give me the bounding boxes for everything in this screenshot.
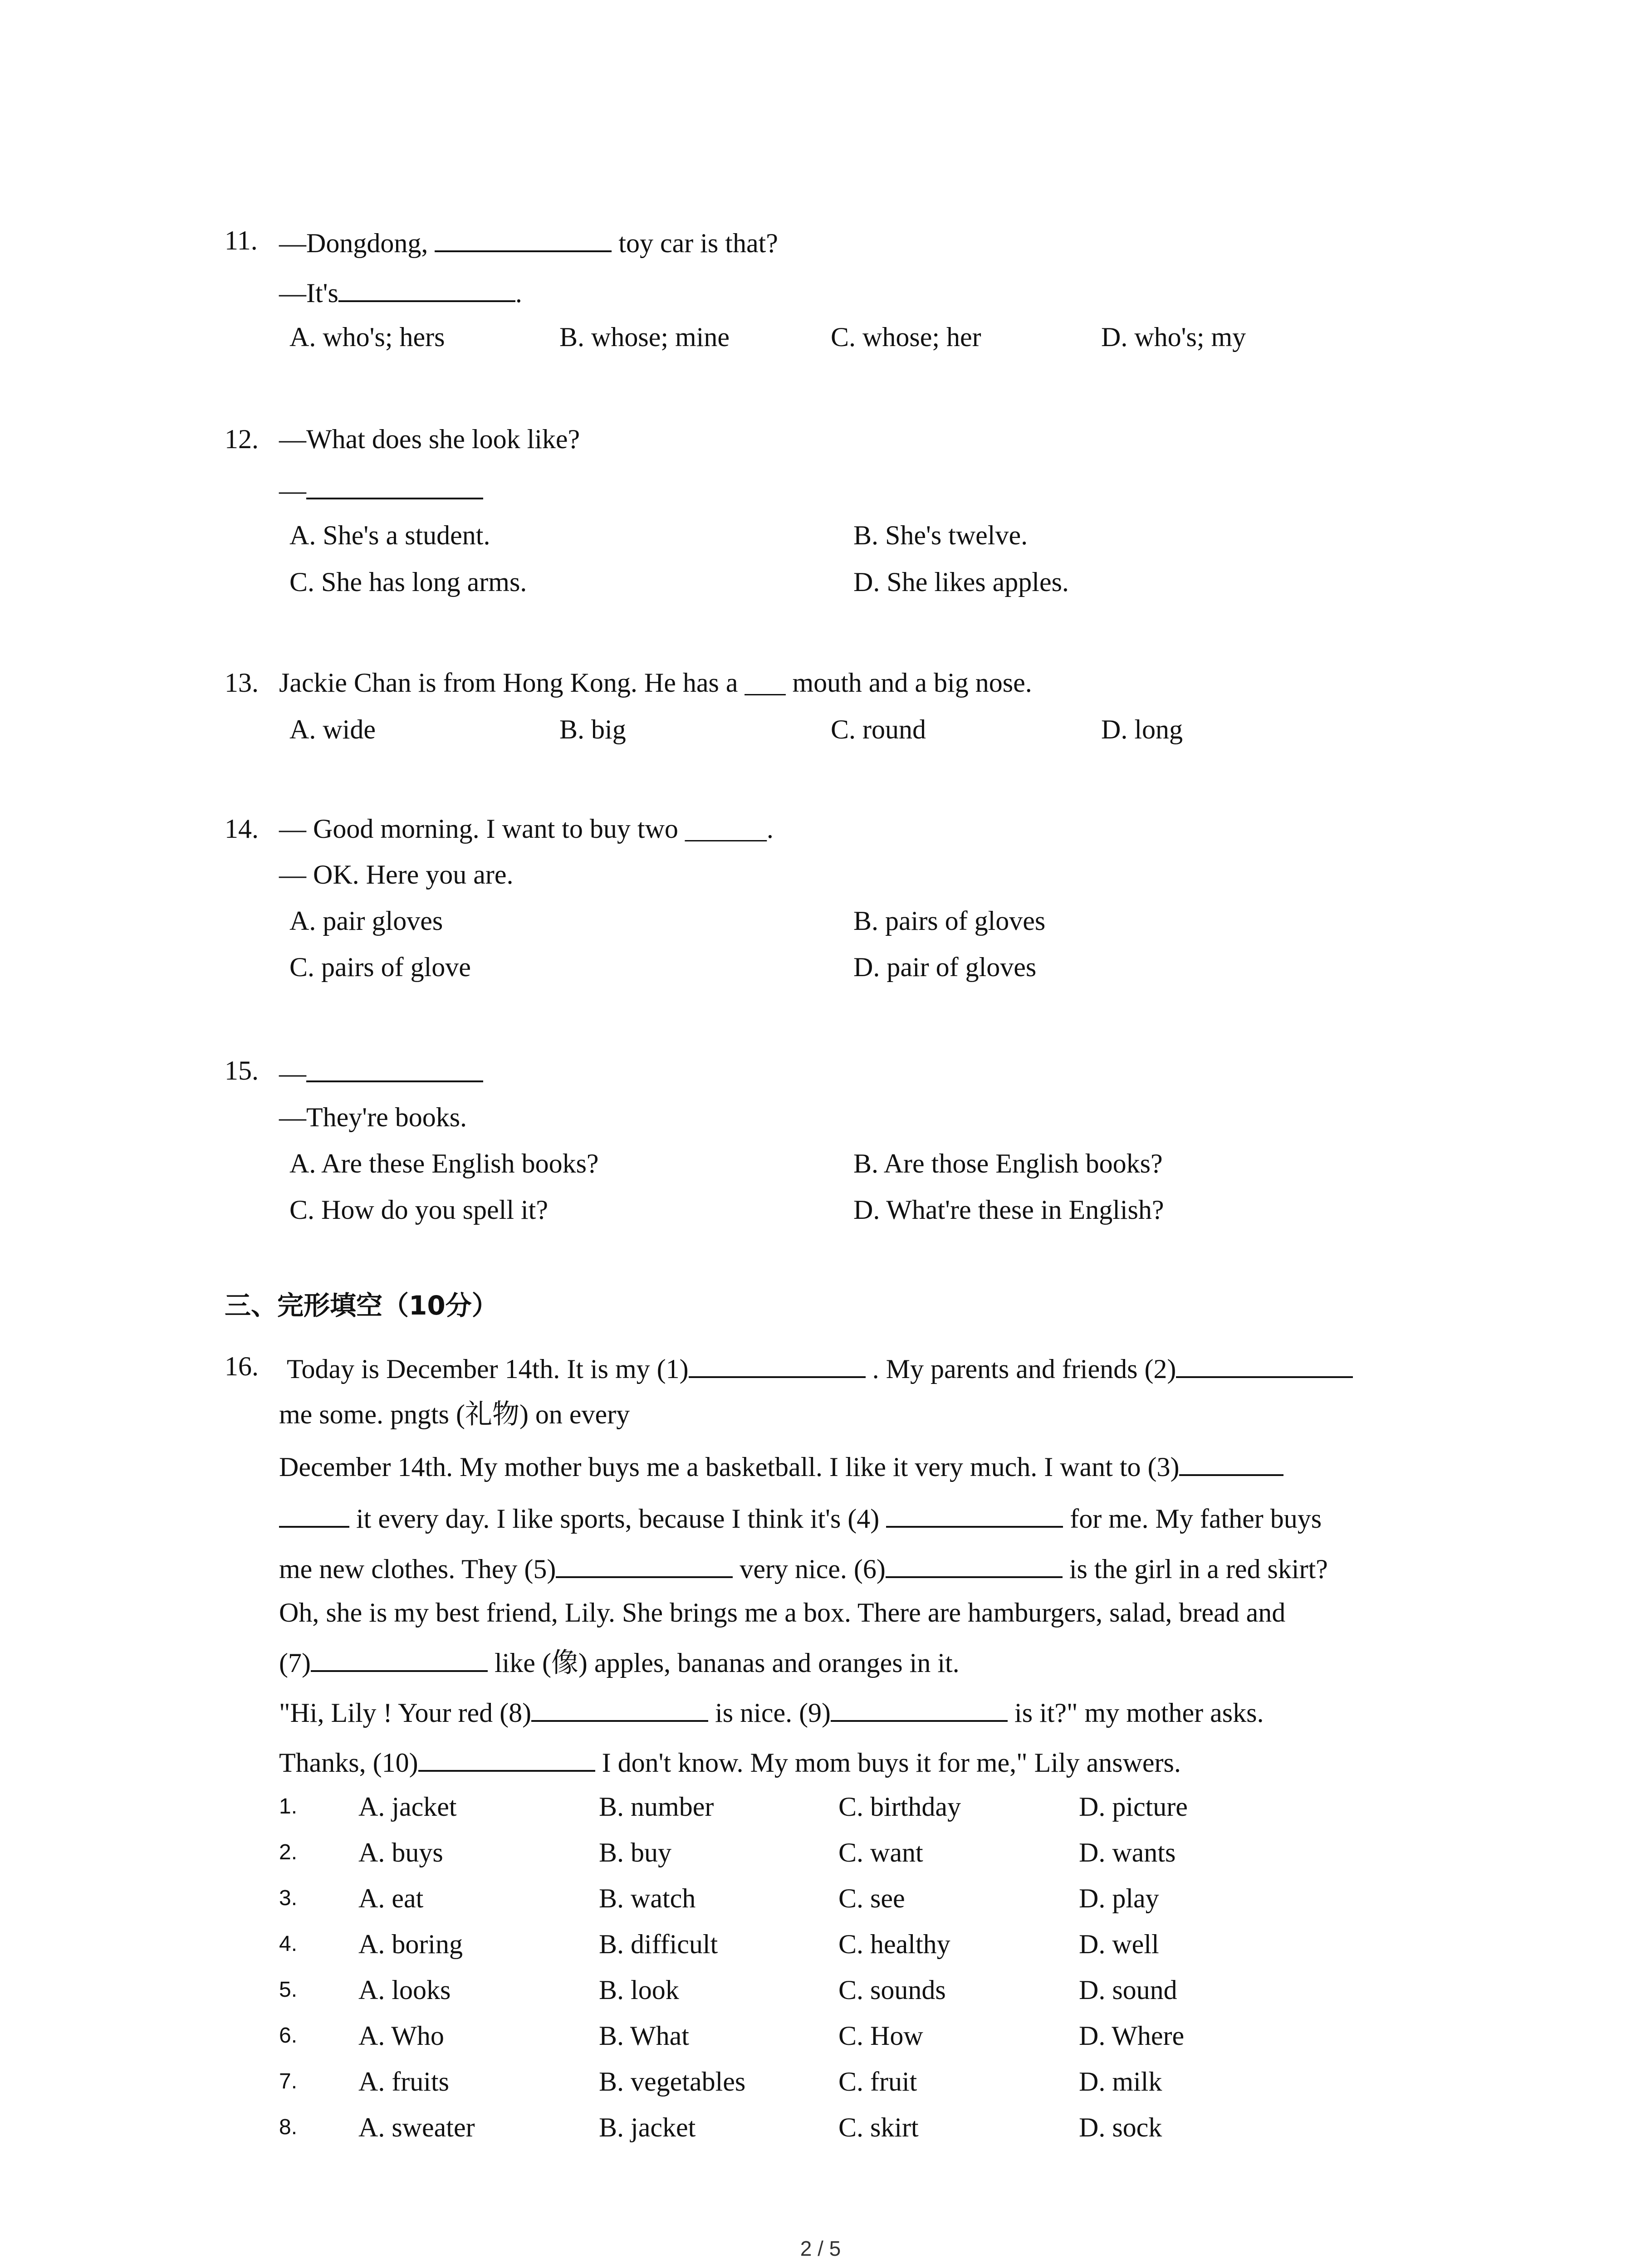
choice-c[interactable]: C. sounds <box>838 1975 946 2005</box>
choice-number: 2. <box>279 1840 298 1864</box>
choice-a[interactable]: A. eat <box>358 1883 424 1913</box>
choice-a[interactable]: A. sweater <box>358 2112 475 2142</box>
option-c[interactable]: C. round <box>831 714 926 744</box>
question-number: 15. <box>225 1056 259 1085</box>
passage-line: Today is December 14th. It is my (1) . My parents and friends (2) <box>287 1348 1353 1387</box>
passage-line: Oh, she is my best friend, Lily. She brings me a box. There are hamburgers, salad, bread and <box>279 1598 1286 1628</box>
option-d[interactable]: D. who's; my <box>1101 322 1246 352</box>
blank-9[interactable] <box>831 1692 1008 1722</box>
option-d[interactable]: D. What're these in English? <box>853 1195 1164 1225</box>
choice-c[interactable]: C. birthday <box>838 1792 961 1822</box>
option-b[interactable]: B. Are those English books? <box>853 1149 1163 1178</box>
choice-a[interactable]: A. Who <box>358 2021 444 2051</box>
passage-line: Thanks, (10) I don't know. My mom buys it for me," Lily answers. <box>279 1742 1181 1781</box>
choice-c[interactable]: C. healthy <box>838 1929 950 1959</box>
choice-a[interactable]: A. fruits <box>358 2067 449 2097</box>
blank-7[interactable] <box>311 1642 488 1672</box>
choice-d[interactable]: D. well <box>1079 1929 1159 1959</box>
option-a[interactable]: A. pair gloves <box>289 906 443 936</box>
choice-c[interactable]: C. skirt <box>838 2112 919 2142</box>
choice-a[interactable]: A. boring <box>358 1929 463 1959</box>
choice-d[interactable]: D. play <box>1079 1883 1159 1913</box>
blank-5[interactable] <box>556 1548 733 1578</box>
choice-b[interactable]: B. vegetables <box>599 2067 746 2097</box>
option-c[interactable]: C. She has long arms. <box>289 567 527 597</box>
blank-2[interactable] <box>1176 1348 1353 1378</box>
choice-b[interactable]: B. number <box>599 1792 714 1822</box>
blank-8[interactable] <box>531 1692 708 1722</box>
question-line: — OK. Here you are. <box>279 860 514 890</box>
option-c[interactable]: C. pairs of glove <box>289 952 471 982</box>
choice-c[interactable]: C. How <box>838 2021 923 2051</box>
question-line: Jackie Chan is from Hong Kong. He has a ___ mouth and a big nose. <box>279 668 1032 698</box>
option-c[interactable]: C. whose; her <box>831 322 981 352</box>
section-title: 三、完形填空（10分） <box>225 1290 498 1321</box>
option-b[interactable]: B. She's twelve. <box>853 520 1028 550</box>
choice-c[interactable]: C. want <box>838 1838 923 1867</box>
option-a[interactable]: A. She's a student. <box>289 520 490 550</box>
option-b[interactable]: B. whose; mine <box>559 322 730 352</box>
choice-b[interactable]: B. What <box>599 2021 689 2051</box>
choice-number: 4. <box>279 1932 298 1956</box>
choice-d[interactable]: D. picture <box>1079 1792 1188 1822</box>
choice-b[interactable]: B. watch <box>599 1883 696 1913</box>
choice-c[interactable]: C. see <box>838 1883 905 1913</box>
choice-number: 5. <box>279 1978 298 2002</box>
answer-blank[interactable] <box>338 272 515 302</box>
question-line: — Good morning. I want to buy two ______. <box>279 814 774 844</box>
choice-d[interactable]: D. wants <box>1079 1838 1176 1867</box>
choice-a[interactable]: A. buys <box>358 1838 443 1867</box>
blank-10[interactable] <box>418 1742 595 1772</box>
choice-number: 3. <box>279 1886 298 1910</box>
question-line: —It's . <box>279 272 522 311</box>
question-line: —They're books. <box>279 1102 467 1132</box>
question-line: —Dongdong, toy car is that? <box>279 222 778 261</box>
option-d[interactable]: D. long <box>1101 714 1183 744</box>
question-number: 14. <box>225 814 259 844</box>
blank-3[interactable] <box>1179 1446 1283 1476</box>
choice-b[interactable]: B. difficult <box>599 1929 718 1959</box>
choice-d[interactable]: D. sock <box>1079 2112 1162 2142</box>
answer-blank[interactable] <box>306 1052 483 1082</box>
option-a[interactable]: A. wide <box>289 714 376 744</box>
blank-6[interactable] <box>886 1548 1063 1578</box>
passage-line: December 14th. My mother buys me a basketball. I like it very much. I want to (3) <box>279 1446 1283 1485</box>
choice-c[interactable]: C. fruit <box>838 2067 917 2097</box>
choice-d[interactable]: D. Where <box>1079 2021 1185 2051</box>
choice-number: 1. <box>279 1794 298 1818</box>
question-line: —What does she look like? <box>279 424 580 454</box>
option-a[interactable]: A. Are these English books? <box>289 1149 599 1178</box>
choice-d[interactable]: D. sound <box>1079 1975 1177 2005</box>
blank-4[interactable] <box>886 1498 1063 1528</box>
question-line: — <box>279 469 483 508</box>
question-number: 13. <box>225 668 259 698</box>
choice-number: 7. <box>279 2069 298 2093</box>
option-d[interactable]: D. pair of gloves <box>853 952 1037 982</box>
choice-number: 6. <box>279 2024 298 2048</box>
question-number: 16. <box>225 1351 259 1381</box>
choice-b[interactable]: B. look <box>599 1975 679 2005</box>
option-b[interactable]: B. big <box>559 714 626 744</box>
passage-line: "Hi, Lily ! Your red (8) is nice. (9) is it?" my mother asks. <box>279 1692 1264 1731</box>
answer-blank[interactable] <box>435 222 612 252</box>
passage-line: it every day. I like sports, because I think it's (4) for me. My father buys <box>279 1498 1322 1537</box>
question-number: 12. <box>225 424 259 454</box>
choice-b[interactable]: B. jacket <box>599 2112 696 2142</box>
blank-1[interactable] <box>689 1348 866 1378</box>
answer-blank[interactable] <box>306 469 483 499</box>
question-number: 11. <box>225 225 258 255</box>
choice-a[interactable]: A. jacket <box>358 1792 457 1822</box>
page-number: 2 / 5 <box>800 2237 841 2260</box>
blank-3-cont[interactable] <box>279 1498 349 1528</box>
option-a[interactable]: A. who's; hers <box>289 322 445 352</box>
option-d[interactable]: D. She likes apples. <box>853 567 1069 597</box>
choice-b[interactable]: B. buy <box>599 1838 672 1867</box>
choice-number: 8. <box>279 2115 298 2139</box>
passage-line: (7) like (像) apples, bananas and oranges in it. <box>279 1642 960 1681</box>
passage-line: me new clothes. They (5) very nice. (6) is the girl in a red skirt? <box>279 1548 1328 1587</box>
passage-line: me some. pngts (礼物) on every <box>279 1399 630 1429</box>
choice-a[interactable]: A. looks <box>358 1975 451 2005</box>
option-b[interactable]: B. pairs of gloves <box>853 906 1046 936</box>
option-c[interactable]: C. How do you spell it? <box>289 1195 548 1225</box>
choice-d[interactable]: D. milk <box>1079 2067 1162 2097</box>
question-line: — <box>279 1052 483 1091</box>
